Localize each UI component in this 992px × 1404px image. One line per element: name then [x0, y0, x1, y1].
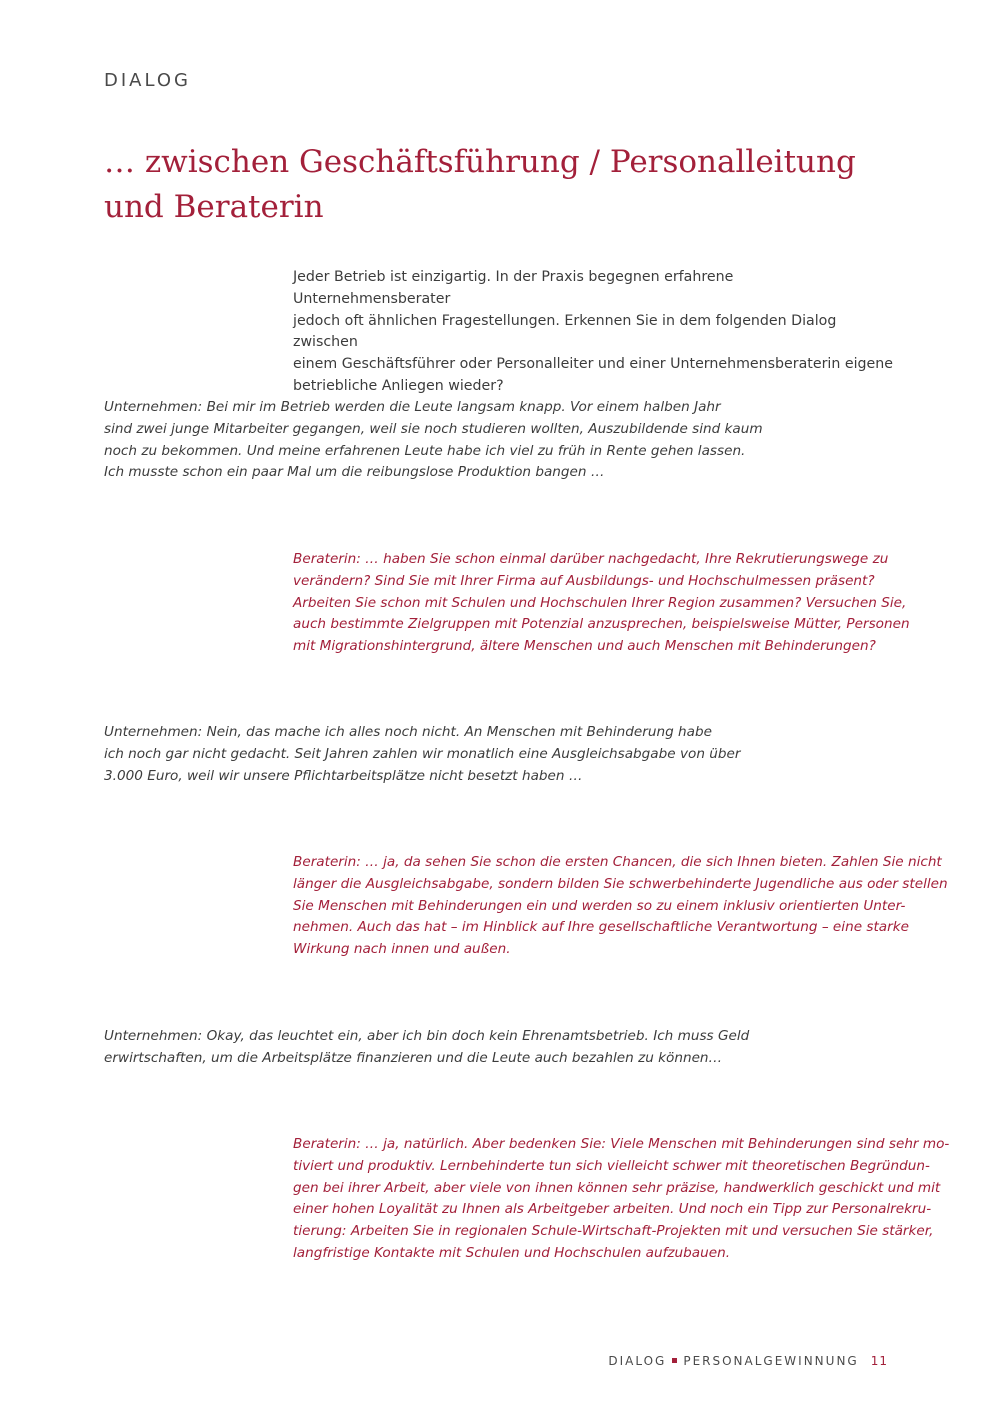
footer-separator-square — [672, 1358, 677, 1363]
dialog-line: Arbeiten Sie schon mit Schulen und Hochschulen Ihrer Region zusammen? Versuchen Sie, — [293, 594, 907, 611]
intro-line: Jeder Betrieb ist einzigartig. In der Praxis begegnen erfahrene Unternehmensberater — [293, 269, 734, 307]
dialog-line: sind zwei junge Mitarbeiter gegangen, weil sie noch studieren wollten, Auszubildende sind kaum — [104, 420, 763, 437]
dialog-line: verändern? Sind Sie mit Ihrer Firma auf Ausbildungs- und Hochschulmessen präsent? — [293, 572, 875, 589]
dialog-line: ich noch gar nicht gedacht. Seit Jahren zahlen wir monatlich eine Ausgleichsabgabe von über — [104, 745, 741, 762]
intro-paragraph — [293, 267, 893, 398]
dialog-line: Wirkung nach innen und außen. — [293, 941, 511, 958]
dialog-line: mit Migrationshintergrund, ältere Menschen und auch Menschen mit Behinderungen? — [293, 638, 876, 655]
dialog-line: gen bei ihrer Arbeit, aber viele von ihnen können sehr präzise, handwerklich geschickt und mit — [293, 1179, 941, 1196]
dialog-line: nehmen. Auch das hat – im Hinblick auf Ihre gesellschaftliche Verantwortung – eine starke — [293, 919, 909, 936]
dialog-line: tiviert und produktiv. Lernbehinderte tun sich vielleicht schwer mit theoretischen Begründun- — [293, 1157, 930, 1174]
footer-chapter: PERSONALGEWINNUNG — [683, 1354, 859, 1368]
dialog-line: einer hohen Loyalität zu Ihnen als Arbeitgeber arbeiten. Und noch ein Tipp zur Personalrekru- — [293, 1201, 932, 1218]
dialog-line: erwirtschaften, um die Arbeitsplätze finanzieren und die Leute auch bezahlen zu können… — [104, 1049, 723, 1066]
intro-line: jedoch oft ähnlichen Fragestellungen. Erkennen Sie in dem folgenden Dialog zwischen — [293, 312, 837, 351]
dialog-line: Ich musste schon ein paar Mal um die reibungslose Produktion bangen … — [104, 464, 605, 481]
dialog-line: Unternehmen: Okay, das leuchtet ein, aber ich bin doch kein Ehrenamtsbetrieb. Ich muss Geld — [104, 1028, 750, 1044]
section-label: DIALOG — [104, 70, 191, 91]
intro-line: einem Geschäftsführer oder Personalleiter und einer Unternehmensberaterin eigene — [293, 356, 893, 373]
dialog-line: tierung: Arbeiten Sie in regionalen Schule-Wirtschaft-Projekten mit und versuchen Sie stärker, — [293, 1223, 934, 1240]
dialog-line: noch zu bekommen. Und meine erfahrenen Leute habe ich viel zu früh in Rente gehen lassen. — [104, 442, 746, 459]
page-footer — [608, 1354, 888, 1368]
page-number: 11 — [870, 1354, 888, 1368]
dialog-line: Beraterin: … ja, natürlich. Aber bedenken Sie: Viele Menschen mit Behinderungen sind sehr mo- — [293, 1136, 950, 1152]
dialog-line: länger die Ausgleichsabgabe, sondern bilden Sie schwerbehinderte Jugendliche aus oder stellen — [293, 875, 948, 892]
page-title — [104, 140, 904, 230]
title-line-2: und Beraterin — [104, 189, 324, 225]
title-line-1: … zwischen Geschäftsführung / Personalleitung — [104, 144, 856, 180]
company-statement-1 — [104, 397, 763, 484]
consultant-reply-3 — [293, 1134, 949, 1265]
dialog-line: Unternehmen: Nein, das mache ich alles noch nicht. An Menschen mit Behinderung habe — [104, 724, 712, 740]
dialog-line: langfristige Kontakte mit Schulen und Hochschulen aufzubauen. — [293, 1244, 731, 1261]
consultant-reply-1 — [293, 549, 910, 658]
dialog-line: 3.000 Euro, weil wir unsere Pflichtarbeitsplätze nicht besetzt haben … — [104, 767, 583, 784]
footer-section: DIALOG — [608, 1354, 667, 1368]
dialog-line: Beraterin: … ja, da sehen Sie schon die ersten Chancen, die sich Ihnen bieten. Zahlen Sie nicht — [293, 854, 942, 870]
consultant-reply-2 — [293, 852, 948, 961]
company-statement-2 — [104, 722, 740, 787]
dialog-line: Beraterin: … haben Sie schon einmal darüber nachgedacht, Ihre Rekrutierungswege zu — [293, 551, 889, 567]
intro-line: betriebliche Anliegen wieder? — [293, 377, 504, 394]
company-statement-3 — [104, 1026, 749, 1070]
dialog-line: Unternehmen: Bei mir im Betrieb werden die Leute langsam knapp. Vor einem halben Jahr — [104, 399, 721, 415]
dialog-line: Sie Menschen mit Behinderungen ein und werden so zu einem inklusiv orientierten Unter- — [293, 897, 906, 914]
dialog-line: auch bestimmte Zielgruppen mit Potenzial anzusprechen, beispielsweise Mütter, Personen — [293, 616, 910, 633]
